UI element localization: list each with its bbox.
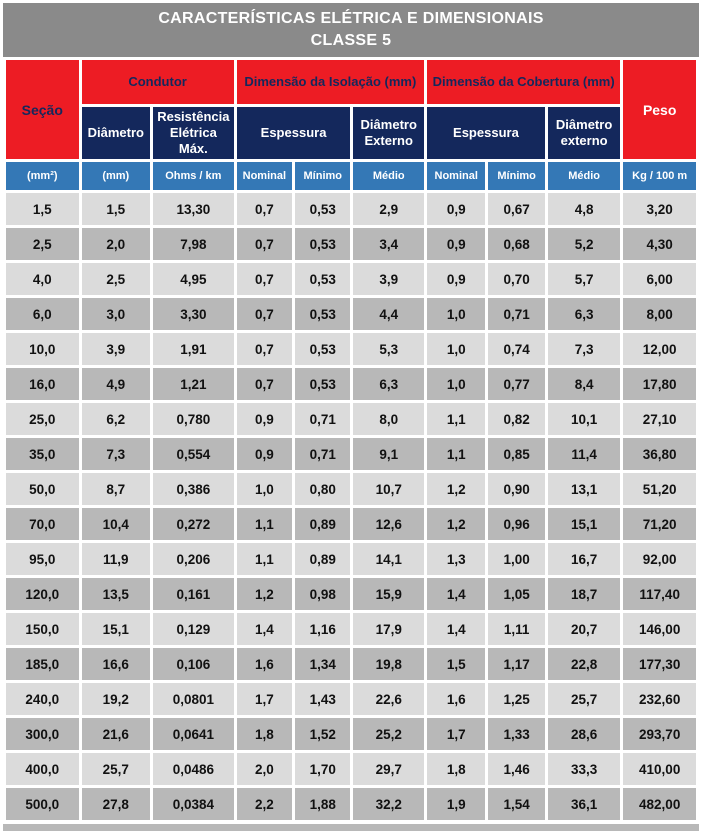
data-cell: 2,0 bbox=[237, 753, 292, 785]
data-cell: 16,0 bbox=[6, 368, 79, 400]
sub-header-diametro-externo-cobertura: Diâmetro externo bbox=[548, 107, 621, 159]
data-cell: 1,0 bbox=[427, 368, 485, 400]
data-cell: 3,4 bbox=[353, 228, 424, 260]
data-cell: 17,9 bbox=[353, 613, 424, 645]
data-cell: 1,7 bbox=[237, 683, 292, 715]
unit-resistencia: Ohms / km bbox=[153, 162, 234, 190]
data-cell: 1,05 bbox=[488, 578, 544, 610]
data-cell: 3,9 bbox=[353, 263, 424, 295]
data-cell: 150,0 bbox=[6, 613, 79, 645]
data-cell: 1,1 bbox=[427, 403, 485, 435]
data-cell: 1,5 bbox=[6, 193, 79, 225]
data-cell: 0,53 bbox=[295, 193, 350, 225]
data-cell: 293,70 bbox=[623, 718, 696, 750]
data-cell: 400,0 bbox=[6, 753, 79, 785]
data-cell: 1,7 bbox=[427, 718, 485, 750]
column-header-secao: Seção bbox=[6, 60, 79, 159]
data-cell: 0,0384 bbox=[153, 788, 234, 820]
data-cell: 0,272 bbox=[153, 508, 234, 540]
data-cell: 22,8 bbox=[548, 648, 621, 680]
data-cell: 1,25 bbox=[488, 683, 544, 715]
table-row bbox=[6, 648, 696, 680]
data-cell: 10,1 bbox=[548, 403, 621, 435]
table-row bbox=[6, 473, 696, 505]
data-cell: 12,00 bbox=[623, 333, 696, 365]
data-cell: 3,9 bbox=[82, 333, 151, 365]
unit-cobertura-medio: Médio bbox=[548, 162, 621, 190]
data-cell: 0,9 bbox=[237, 403, 292, 435]
data-cell: 13,5 bbox=[82, 578, 151, 610]
data-cell: 0,82 bbox=[488, 403, 544, 435]
data-cell: 0,0801 bbox=[153, 683, 234, 715]
data-cell: 2,5 bbox=[6, 228, 79, 260]
table-title-line2: CLASSE 5 bbox=[310, 32, 392, 49]
data-cell: 2,9 bbox=[353, 193, 424, 225]
data-cell: 1,6 bbox=[427, 683, 485, 715]
data-cell: 117,40 bbox=[623, 578, 696, 610]
data-cell: 2,5 bbox=[82, 263, 151, 295]
data-cell: 0,780 bbox=[153, 403, 234, 435]
data-cell: 5,2 bbox=[548, 228, 621, 260]
data-cell: 1,4 bbox=[237, 613, 292, 645]
sub-header-row bbox=[6, 107, 696, 159]
table-row bbox=[6, 263, 696, 295]
data-cell: 4,8 bbox=[548, 193, 621, 225]
group-header-cobertura: Dimensão da Cobertura (mm) bbox=[427, 60, 620, 104]
data-cell: 10,4 bbox=[82, 508, 151, 540]
unit-isolacao-minimo: Mínimo bbox=[295, 162, 350, 190]
unit-diametro: (mm) bbox=[82, 162, 151, 190]
data-cell: 4,0 bbox=[6, 263, 79, 295]
data-cell: 3,30 bbox=[153, 298, 234, 330]
data-cell: 0,386 bbox=[153, 473, 234, 505]
data-cell: 4,95 bbox=[153, 263, 234, 295]
data-cell: 28,6 bbox=[548, 718, 621, 750]
data-cell: 13,30 bbox=[153, 193, 234, 225]
data-cell: 240,0 bbox=[6, 683, 79, 715]
table-row bbox=[6, 788, 696, 820]
table-title bbox=[3, 3, 699, 57]
data-cell: 1,1 bbox=[237, 543, 292, 575]
data-cell: 33,3 bbox=[548, 753, 621, 785]
table-row bbox=[6, 298, 696, 330]
data-cell: 19,2 bbox=[82, 683, 151, 715]
data-cell: 1,8 bbox=[237, 718, 292, 750]
data-cell: 6,3 bbox=[353, 368, 424, 400]
data-cell: 0,9 bbox=[427, 263, 485, 295]
table-row bbox=[6, 683, 696, 715]
data-cell: 1,0 bbox=[427, 333, 485, 365]
data-cell: 8,00 bbox=[623, 298, 696, 330]
data-cell: 1,5 bbox=[427, 648, 485, 680]
data-cell: 1,2 bbox=[237, 578, 292, 610]
data-cell: 17,80 bbox=[623, 368, 696, 400]
data-cell: 1,34 bbox=[295, 648, 350, 680]
data-cell: 0,554 bbox=[153, 438, 234, 470]
data-cell: 0,90 bbox=[488, 473, 544, 505]
data-cell: 25,7 bbox=[82, 753, 151, 785]
data-cell: 20,7 bbox=[548, 613, 621, 645]
data-cell: 410,00 bbox=[623, 753, 696, 785]
data-cell: 51,20 bbox=[623, 473, 696, 505]
data-cell: 0,53 bbox=[295, 368, 350, 400]
data-cell: 2,0 bbox=[82, 228, 151, 260]
data-cell: 50,0 bbox=[6, 473, 79, 505]
data-cell: 35,0 bbox=[6, 438, 79, 470]
data-cell: 0,53 bbox=[295, 263, 350, 295]
data-cell: 1,17 bbox=[488, 648, 544, 680]
data-cell: 0,0486 bbox=[153, 753, 234, 785]
data-cell: 21,6 bbox=[82, 718, 151, 750]
data-cell: 25,7 bbox=[548, 683, 621, 715]
data-cell: 0,89 bbox=[295, 543, 350, 575]
data-cell: 12,6 bbox=[353, 508, 424, 540]
data-cell: 13,1 bbox=[548, 473, 621, 505]
data-cell: 146,00 bbox=[623, 613, 696, 645]
data-cell: 1,5 bbox=[82, 193, 151, 225]
data-cell: 71,20 bbox=[623, 508, 696, 540]
data-cell: 18,7 bbox=[548, 578, 621, 610]
data-cell: 70,0 bbox=[6, 508, 79, 540]
data-cell: 0,7 bbox=[237, 228, 292, 260]
data-cell: 0,96 bbox=[488, 508, 544, 540]
data-cell: 5,7 bbox=[548, 263, 621, 295]
data-cell: 1,4 bbox=[427, 613, 485, 645]
sub-header-diametro: Diâmetro bbox=[82, 107, 151, 159]
data-cell: 0,7 bbox=[237, 263, 292, 295]
data-cell: 1,0 bbox=[237, 473, 292, 505]
data-cell: 1,8 bbox=[427, 753, 485, 785]
data-cell: 0,53 bbox=[295, 333, 350, 365]
data-cell: 6,3 bbox=[548, 298, 621, 330]
table-row bbox=[6, 718, 696, 750]
table-row bbox=[6, 403, 696, 435]
data-cell: 1,33 bbox=[488, 718, 544, 750]
data-cell: 177,30 bbox=[623, 648, 696, 680]
unit-cobertura-minimo: Mínimo bbox=[488, 162, 544, 190]
data-cell: 1,70 bbox=[295, 753, 350, 785]
data-cell: 0,7 bbox=[237, 298, 292, 330]
data-cell: 25,0 bbox=[6, 403, 79, 435]
group-header-row bbox=[6, 60, 696, 104]
data-cell: 0,68 bbox=[488, 228, 544, 260]
table-row bbox=[6, 543, 696, 575]
table-body bbox=[6, 193, 696, 820]
data-cell: 0,9 bbox=[237, 438, 292, 470]
data-cell: 1,11 bbox=[488, 613, 544, 645]
data-cell: 1,88 bbox=[295, 788, 350, 820]
data-cell: 0,9 bbox=[427, 193, 485, 225]
group-header-isolacao: Dimensão da Isolação (mm) bbox=[237, 60, 424, 104]
unit-peso: Kg / 100 m bbox=[623, 162, 696, 190]
data-cell: 0,67 bbox=[488, 193, 544, 225]
data-cell: 1,4 bbox=[427, 578, 485, 610]
data-cell: 36,1 bbox=[548, 788, 621, 820]
data-cell: 1,2 bbox=[427, 473, 485, 505]
data-cell: 9,1 bbox=[353, 438, 424, 470]
table-row bbox=[6, 193, 696, 225]
sub-header-resistencia: Resistência Elétrica Máx. bbox=[153, 107, 234, 159]
data-cell: 1,0 bbox=[427, 298, 485, 330]
data-cell: 6,00 bbox=[623, 263, 696, 295]
data-cell: 0,9 bbox=[427, 228, 485, 260]
data-cell: 1,3 bbox=[427, 543, 485, 575]
data-cell: 36,80 bbox=[623, 438, 696, 470]
table-row bbox=[6, 438, 696, 470]
table-header bbox=[6, 60, 696, 190]
data-cell: 4,4 bbox=[353, 298, 424, 330]
data-cell: 32,2 bbox=[353, 788, 424, 820]
data-cell: 0,71 bbox=[488, 298, 544, 330]
data-cell: 1,00 bbox=[488, 543, 544, 575]
data-cell: 0,71 bbox=[295, 438, 350, 470]
data-cell: 7,98 bbox=[153, 228, 234, 260]
table-row bbox=[6, 753, 696, 785]
data-cell: 4,9 bbox=[82, 368, 151, 400]
data-cell: 300,0 bbox=[6, 718, 79, 750]
data-cell: 1,1 bbox=[427, 438, 485, 470]
unit-secao: (mm²) bbox=[6, 162, 79, 190]
table-row bbox=[6, 368, 696, 400]
column-header-peso: Peso bbox=[623, 60, 696, 159]
data-cell: 16,7 bbox=[548, 543, 621, 575]
data-cell: 5,3 bbox=[353, 333, 424, 365]
data-cell: 6,2 bbox=[82, 403, 151, 435]
data-cell: 0,71 bbox=[295, 403, 350, 435]
data-cell: 1,46 bbox=[488, 753, 544, 785]
data-cell: 0,53 bbox=[295, 298, 350, 330]
table-row bbox=[6, 578, 696, 610]
bottom-strip bbox=[3, 824, 699, 831]
data-cell: 7,3 bbox=[548, 333, 621, 365]
data-cell: 22,6 bbox=[353, 683, 424, 715]
sub-header-espessura-cobertura: Espessura bbox=[427, 107, 545, 159]
data-cell: 0,0641 bbox=[153, 718, 234, 750]
data-cell: 27,8 bbox=[82, 788, 151, 820]
data-cell: 1,6 bbox=[237, 648, 292, 680]
data-cell: 3,20 bbox=[623, 193, 696, 225]
data-cell: 0,74 bbox=[488, 333, 544, 365]
data-cell: 185,0 bbox=[6, 648, 79, 680]
data-cell: 0,89 bbox=[295, 508, 350, 540]
data-cell: 1,91 bbox=[153, 333, 234, 365]
units-row bbox=[6, 162, 696, 190]
data-cell: 27,10 bbox=[623, 403, 696, 435]
data-cell: 0,129 bbox=[153, 613, 234, 645]
data-cell: 8,0 bbox=[353, 403, 424, 435]
data-cell: 0,7 bbox=[237, 368, 292, 400]
data-cell: 1,1 bbox=[237, 508, 292, 540]
data-cell: 0,53 bbox=[295, 228, 350, 260]
data-cell: 6,0 bbox=[6, 298, 79, 330]
data-cell: 0,7 bbox=[237, 333, 292, 365]
data-cell: 1,9 bbox=[427, 788, 485, 820]
data-cell: 482,00 bbox=[623, 788, 696, 820]
data-cell: 500,0 bbox=[6, 788, 79, 820]
data-cell: 120,0 bbox=[6, 578, 79, 610]
table-row bbox=[6, 333, 696, 365]
data-cell: 0,161 bbox=[153, 578, 234, 610]
data-cell: 0,70 bbox=[488, 263, 544, 295]
data-cell: 16,6 bbox=[82, 648, 151, 680]
data-cell: 232,60 bbox=[623, 683, 696, 715]
data-cell: 0,80 bbox=[295, 473, 350, 505]
data-cell: 1,21 bbox=[153, 368, 234, 400]
data-cell: 11,4 bbox=[548, 438, 621, 470]
data-cell: 0,85 bbox=[488, 438, 544, 470]
table-row bbox=[6, 613, 696, 645]
sub-header-diametro-externo-isolacao: Diâmetro Externo bbox=[353, 107, 424, 159]
data-cell: 1,2 bbox=[427, 508, 485, 540]
data-cell: 0,7 bbox=[237, 193, 292, 225]
spec-table bbox=[3, 57, 699, 823]
data-cell: 11,9 bbox=[82, 543, 151, 575]
data-cell: 0,77 bbox=[488, 368, 544, 400]
data-cell: 8,4 bbox=[548, 368, 621, 400]
data-cell: 1,52 bbox=[295, 718, 350, 750]
unit-cobertura-nominal: Nominal bbox=[427, 162, 485, 190]
data-cell: 0,98 bbox=[295, 578, 350, 610]
data-cell: 15,1 bbox=[82, 613, 151, 645]
unit-isolacao-nominal: Nominal bbox=[237, 162, 292, 190]
data-cell: 4,30 bbox=[623, 228, 696, 260]
table-row bbox=[6, 508, 696, 540]
unit-isolacao-medio: Médio bbox=[353, 162, 424, 190]
data-cell: 10,0 bbox=[6, 333, 79, 365]
data-cell: 14,1 bbox=[353, 543, 424, 575]
table-title-line1: CARACTERÍSTICAS ELÉTRICA E DIMENSIONAIS bbox=[158, 10, 544, 27]
data-cell: 25,2 bbox=[353, 718, 424, 750]
data-cell: 2,2 bbox=[237, 788, 292, 820]
group-header-condutor: Condutor bbox=[82, 60, 234, 104]
sub-header-espessura-isolacao: Espessura bbox=[237, 107, 351, 159]
data-cell: 19,8 bbox=[353, 648, 424, 680]
data-cell: 92,00 bbox=[623, 543, 696, 575]
table-row bbox=[6, 228, 696, 260]
data-cell: 15,1 bbox=[548, 508, 621, 540]
data-cell: 7,3 bbox=[82, 438, 151, 470]
data-cell: 3,0 bbox=[82, 298, 151, 330]
data-cell: 15,9 bbox=[353, 578, 424, 610]
data-cell: 29,7 bbox=[353, 753, 424, 785]
data-cell: 1,54 bbox=[488, 788, 544, 820]
data-cell: 10,7 bbox=[353, 473, 424, 505]
data-cell: 1,16 bbox=[295, 613, 350, 645]
data-cell: 0,206 bbox=[153, 543, 234, 575]
data-cell: 0,106 bbox=[153, 648, 234, 680]
data-cell: 8,7 bbox=[82, 473, 151, 505]
data-cell: 95,0 bbox=[6, 543, 79, 575]
data-cell: 1,43 bbox=[295, 683, 350, 715]
